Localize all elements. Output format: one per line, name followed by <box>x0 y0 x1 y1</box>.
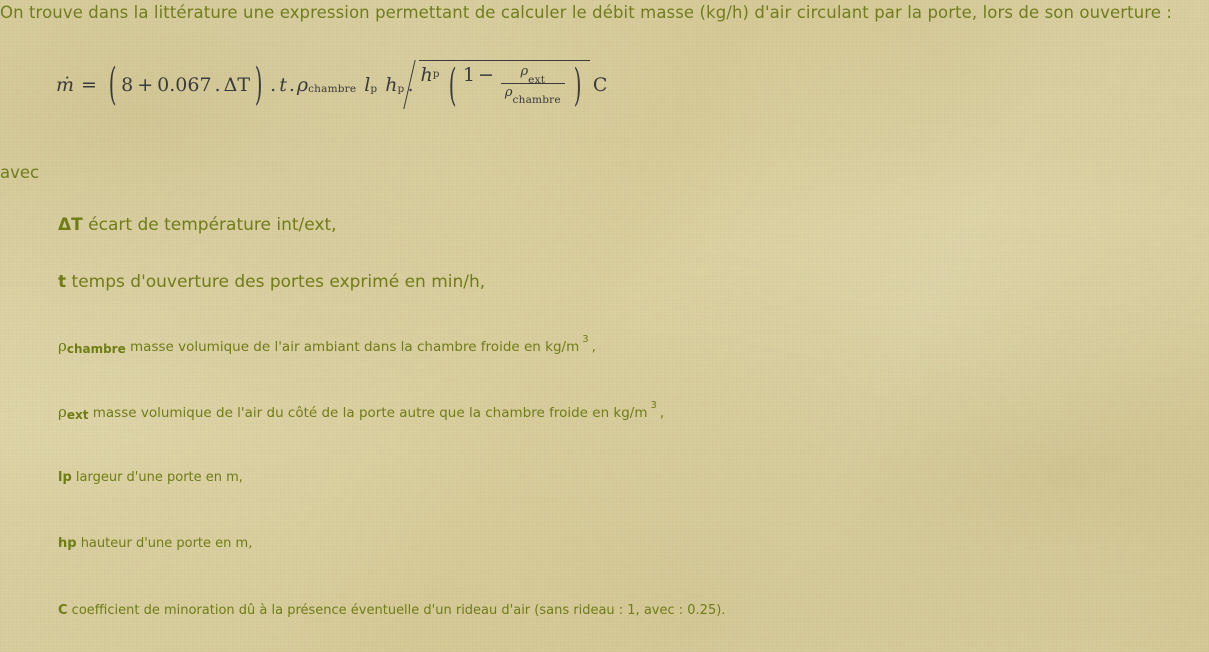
definition-symbol: ρ <box>58 403 67 421</box>
open-paren-icon: ( <box>108 59 117 110</box>
fraction-rho-ext: ρ <box>520 64 529 79</box>
definition-subscript: chambre <box>66 342 126 356</box>
intro-paragraph: On trouve dans la littérature une expression permettant de calculer le débit masse (kg/h) d'air circulant par la porte, lors de son ouverture : <box>0 3 1173 22</box>
definition-subscript: ext <box>66 408 89 422</box>
formula-delta-t: ΔT <box>223 74 250 96</box>
formula-dot-4: . <box>407 74 414 96</box>
formula-dot-3: . <box>288 74 295 96</box>
fraction-numerator <box>517 64 550 86</box>
inner-open-paren-icon: ( <box>448 60 457 111</box>
radical-minus: − <box>477 64 494 86</box>
formula-plus: + <box>137 74 154 96</box>
formula-rho-chambre-sub: chambre <box>308 83 357 95</box>
radical-one: 1 <box>462 64 475 86</box>
formula-door-width: l <box>364 74 371 96</box>
formula-dot-2: . <box>270 74 277 96</box>
radical-height: h <box>420 64 433 86</box>
definition-symbol: ΔT <box>58 215 83 235</box>
density-ratio-fraction <box>501 64 565 108</box>
formula-dot-1: . <box>214 74 221 96</box>
avec-label: avec <box>0 163 40 182</box>
formula-door-height-sub: p <box>397 83 405 95</box>
definition-symbol: lp <box>58 470 72 485</box>
definition-text: écart de température int/ext, <box>82 215 337 235</box>
inner-close-paren-icon: ) <box>573 60 582 111</box>
definition-exponent: 3 <box>650 399 657 411</box>
definition-text: coefficient de minoration dû à la présence éventuelle d'un rideau d'air (sans rideau : 1, avec : 0.25). <box>67 603 726 618</box>
formula-rho-chambre: ρ <box>296 74 309 96</box>
formula-door-width-sub: p <box>370 83 378 95</box>
definition-symbol: hp <box>58 536 77 551</box>
definition-tail: , <box>591 339 596 355</box>
definition-exponent: 3 <box>582 333 589 345</box>
definition-text: hauteur d'une porte en m, <box>76 536 253 551</box>
definition-tail: , <box>659 405 665 421</box>
radical-height-sub: p <box>432 68 440 80</box>
fraction-rho-chambre-sub: chambre <box>512 94 561 107</box>
fraction-rho-chambre: ρ <box>504 84 513 100</box>
close-paren-icon: ) <box>254 59 263 110</box>
formula-door-height: h <box>385 74 398 96</box>
definition-symbol: t <box>58 272 67 292</box>
definition-symbol: ρ <box>58 337 67 355</box>
definition-text: masse volumique de l'air ambiant dans la chambre froide en kg/m <box>125 339 580 355</box>
definition-time <box>58 272 485 292</box>
formula-factor: 0.067 <box>157 74 212 96</box>
definition-curtain-coefficient <box>58 603 725 618</box>
definition-text: masse volumique de l'air du côté de la porte autre que la chambre froide en kg/m <box>88 405 648 421</box>
definition-text: temps d'ouverture des portes exprimé en min/h, <box>66 272 486 292</box>
formula-block <box>56 60 607 130</box>
definition-door-height <box>58 536 252 551</box>
mass-flow-equation <box>56 60 607 110</box>
definition-door-width <box>58 470 243 485</box>
formula-equals: = <box>81 74 97 96</box>
formula-time: t <box>279 74 287 96</box>
fraction-rho-ext-sub: ext <box>528 73 546 86</box>
formula-lhs: ṁ <box>56 74 75 96</box>
formula-coefficient: 8 <box>121 74 134 96</box>
square-root-icon <box>419 60 590 110</box>
formula-curtain-coefficient: C <box>592 74 608 96</box>
definition-rho-ext <box>58 399 665 422</box>
definition-delta-t <box>58 215 337 235</box>
definition-rho-chambre <box>58 333 596 356</box>
definition-text: largeur d'une porte en m, <box>71 470 243 485</box>
definition-symbol: C <box>58 603 68 618</box>
